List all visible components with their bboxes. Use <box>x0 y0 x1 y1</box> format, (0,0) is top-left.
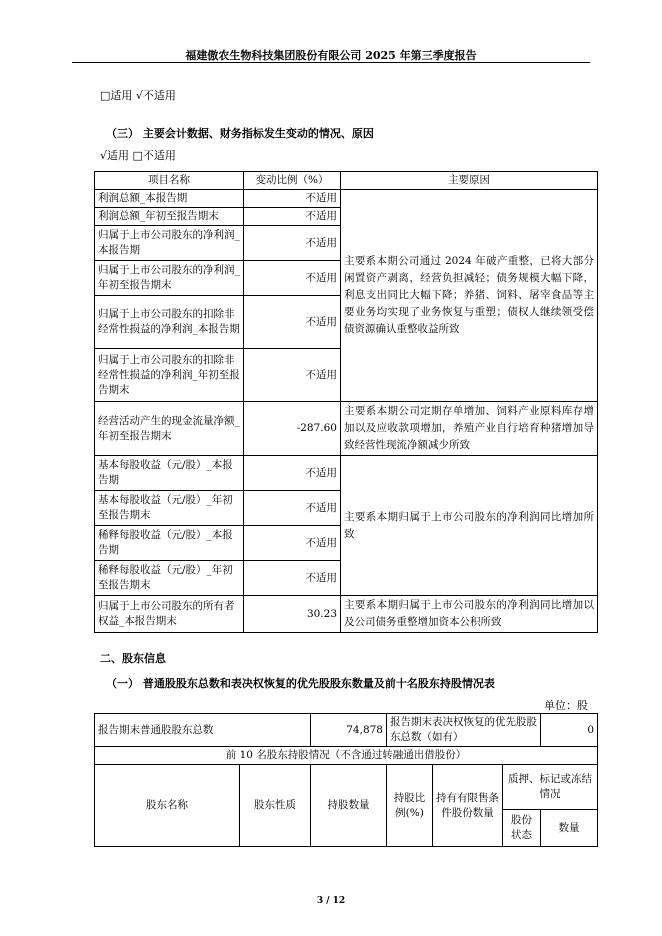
shareholders-table <box>94 713 598 847</box>
row-ratio: 不适用 <box>244 208 341 226</box>
reason-cell: 主要系本期归属于上市公司股东的净利润同比增加所致 <box>341 456 598 596</box>
reason-cell: 主要系本期归属于上市公司股东的净利润同比增加以及公司债务重整增加资本公积所致 <box>341 596 598 633</box>
changes-table <box>94 171 598 633</box>
report-header-title: 福建傲农生物科技集团股份有限公司 2025 年第三季度报告 <box>185 49 477 62</box>
applicability-changes: √适用 □不适用 <box>100 149 176 162</box>
row-ratio: 不适用 <box>244 226 341 261</box>
top10-caption: 前 10 名股东持股情况（不含通过转融通出借股份） <box>95 747 598 765</box>
row-ratio: 30.23 <box>244 596 341 633</box>
column-header-pledge: 质押、标记或冻结情况 <box>503 765 598 810</box>
row-ratio: 不适用 <box>244 296 341 349</box>
row-ratio: 不适用 <box>244 190 341 208</box>
row-name: 稀释每股收益（元/股）_年初至报告期末 <box>95 561 244 596</box>
column-header-nature: 股东性质 <box>240 765 311 847</box>
row-name: 基本每股收益（元/股）_本报告期 <box>95 456 244 491</box>
column-header-ratio: 变动比例（%） <box>244 172 341 190</box>
column-header-amount: 数量 <box>541 810 598 847</box>
header-divider <box>72 62 590 63</box>
column-header-reason: 主要原因 <box>341 172 598 190</box>
column-header-item: 项目名称 <box>95 172 244 190</box>
total-shareholders-label: 报告期末普通股股东总数 <box>95 714 311 747</box>
row-name: 归属于上市公司股东的所有者权益_本报告期末 <box>95 596 244 633</box>
page-number: 3 / 12 <box>316 896 346 906</box>
row-name: 基本每股收益（元/股）_年初至报告期末 <box>95 491 244 526</box>
row-name: 经营活动产生的现金流量净额_年初至报告期末 <box>95 402 244 456</box>
column-header-ratio: 持股比例(%) <box>387 765 433 847</box>
section-title-changes: （三） 主要会计数据、财务指标发生变动的情况、原因 <box>106 127 374 140</box>
row-name: 归属于上市公司股东的净利润_本报告期 <box>95 226 244 261</box>
column-header-status: 股份状态 <box>503 810 541 847</box>
row-name: 归属于上市公司股东的扣除非经常性损益的净利润_本报告期 <box>95 296 244 349</box>
unit-label: 单位：股 <box>544 699 588 712</box>
row-ratio: 不适用 <box>244 561 341 596</box>
total-shareholders-value: 74,878 <box>311 714 387 747</box>
row-name: 稀释每股收益（元/股）_本报告期 <box>95 526 244 561</box>
row-ratio: 不适用 <box>244 349 341 402</box>
row-name: 归属于上市公司股东的扣除非经常性损益的净利润_年初至报告期末 <box>95 349 244 402</box>
row-ratio: -287.60 <box>244 402 341 456</box>
column-header-name: 股东名称 <box>95 765 240 847</box>
reason-cell: 主要系本期公司通过 2024 年破产重整，已将大部分闲置资产剥离，经营负担减轻；债务规模大幅下降，利息支出同比大幅下降；养猪、饲料、屠宰食品等主要业务均实现了业务恢复与重塑；债权人继续领受偿债资源确认重整收益所致 <box>341 190 598 402</box>
column-header-quantity: 持股数量 <box>311 765 387 847</box>
subsection-title-shareholders: （一） 普通股股东总数和表决权恢复的优先股股东数量及前十名股东持股情况表 <box>106 677 495 690</box>
row-name: 利润总额_本报告期 <box>95 190 244 208</box>
reason-cell: 主要系本期公司定期存单增加、饲料产业原料库存增加以及应收款项增加，养殖产业自行培育种猪增加导致经营性现流净额减少所致 <box>341 402 598 456</box>
row-ratio: 不适用 <box>244 456 341 491</box>
preferred-shareholders-label: 报告期末表决权恢复的优先股股东总数（如有） <box>387 714 541 747</box>
row-ratio: 不适用 <box>244 526 341 561</box>
section-title-shareholders: 二、股东信息 <box>100 652 166 665</box>
column-header-restricted: 持有有限售条件股份数量 <box>433 765 503 847</box>
row-name: 归属于上市公司股东的净利润_年初至报告期末 <box>95 261 244 296</box>
row-ratio: 不适用 <box>244 261 341 296</box>
preferred-shareholders-value: 0 <box>541 714 598 747</box>
row-ratio: 不适用 <box>244 491 341 526</box>
applicability-top: □适用 √不适用 <box>100 89 176 102</box>
row-name: 利润总额_年初至报告期末 <box>95 208 244 226</box>
